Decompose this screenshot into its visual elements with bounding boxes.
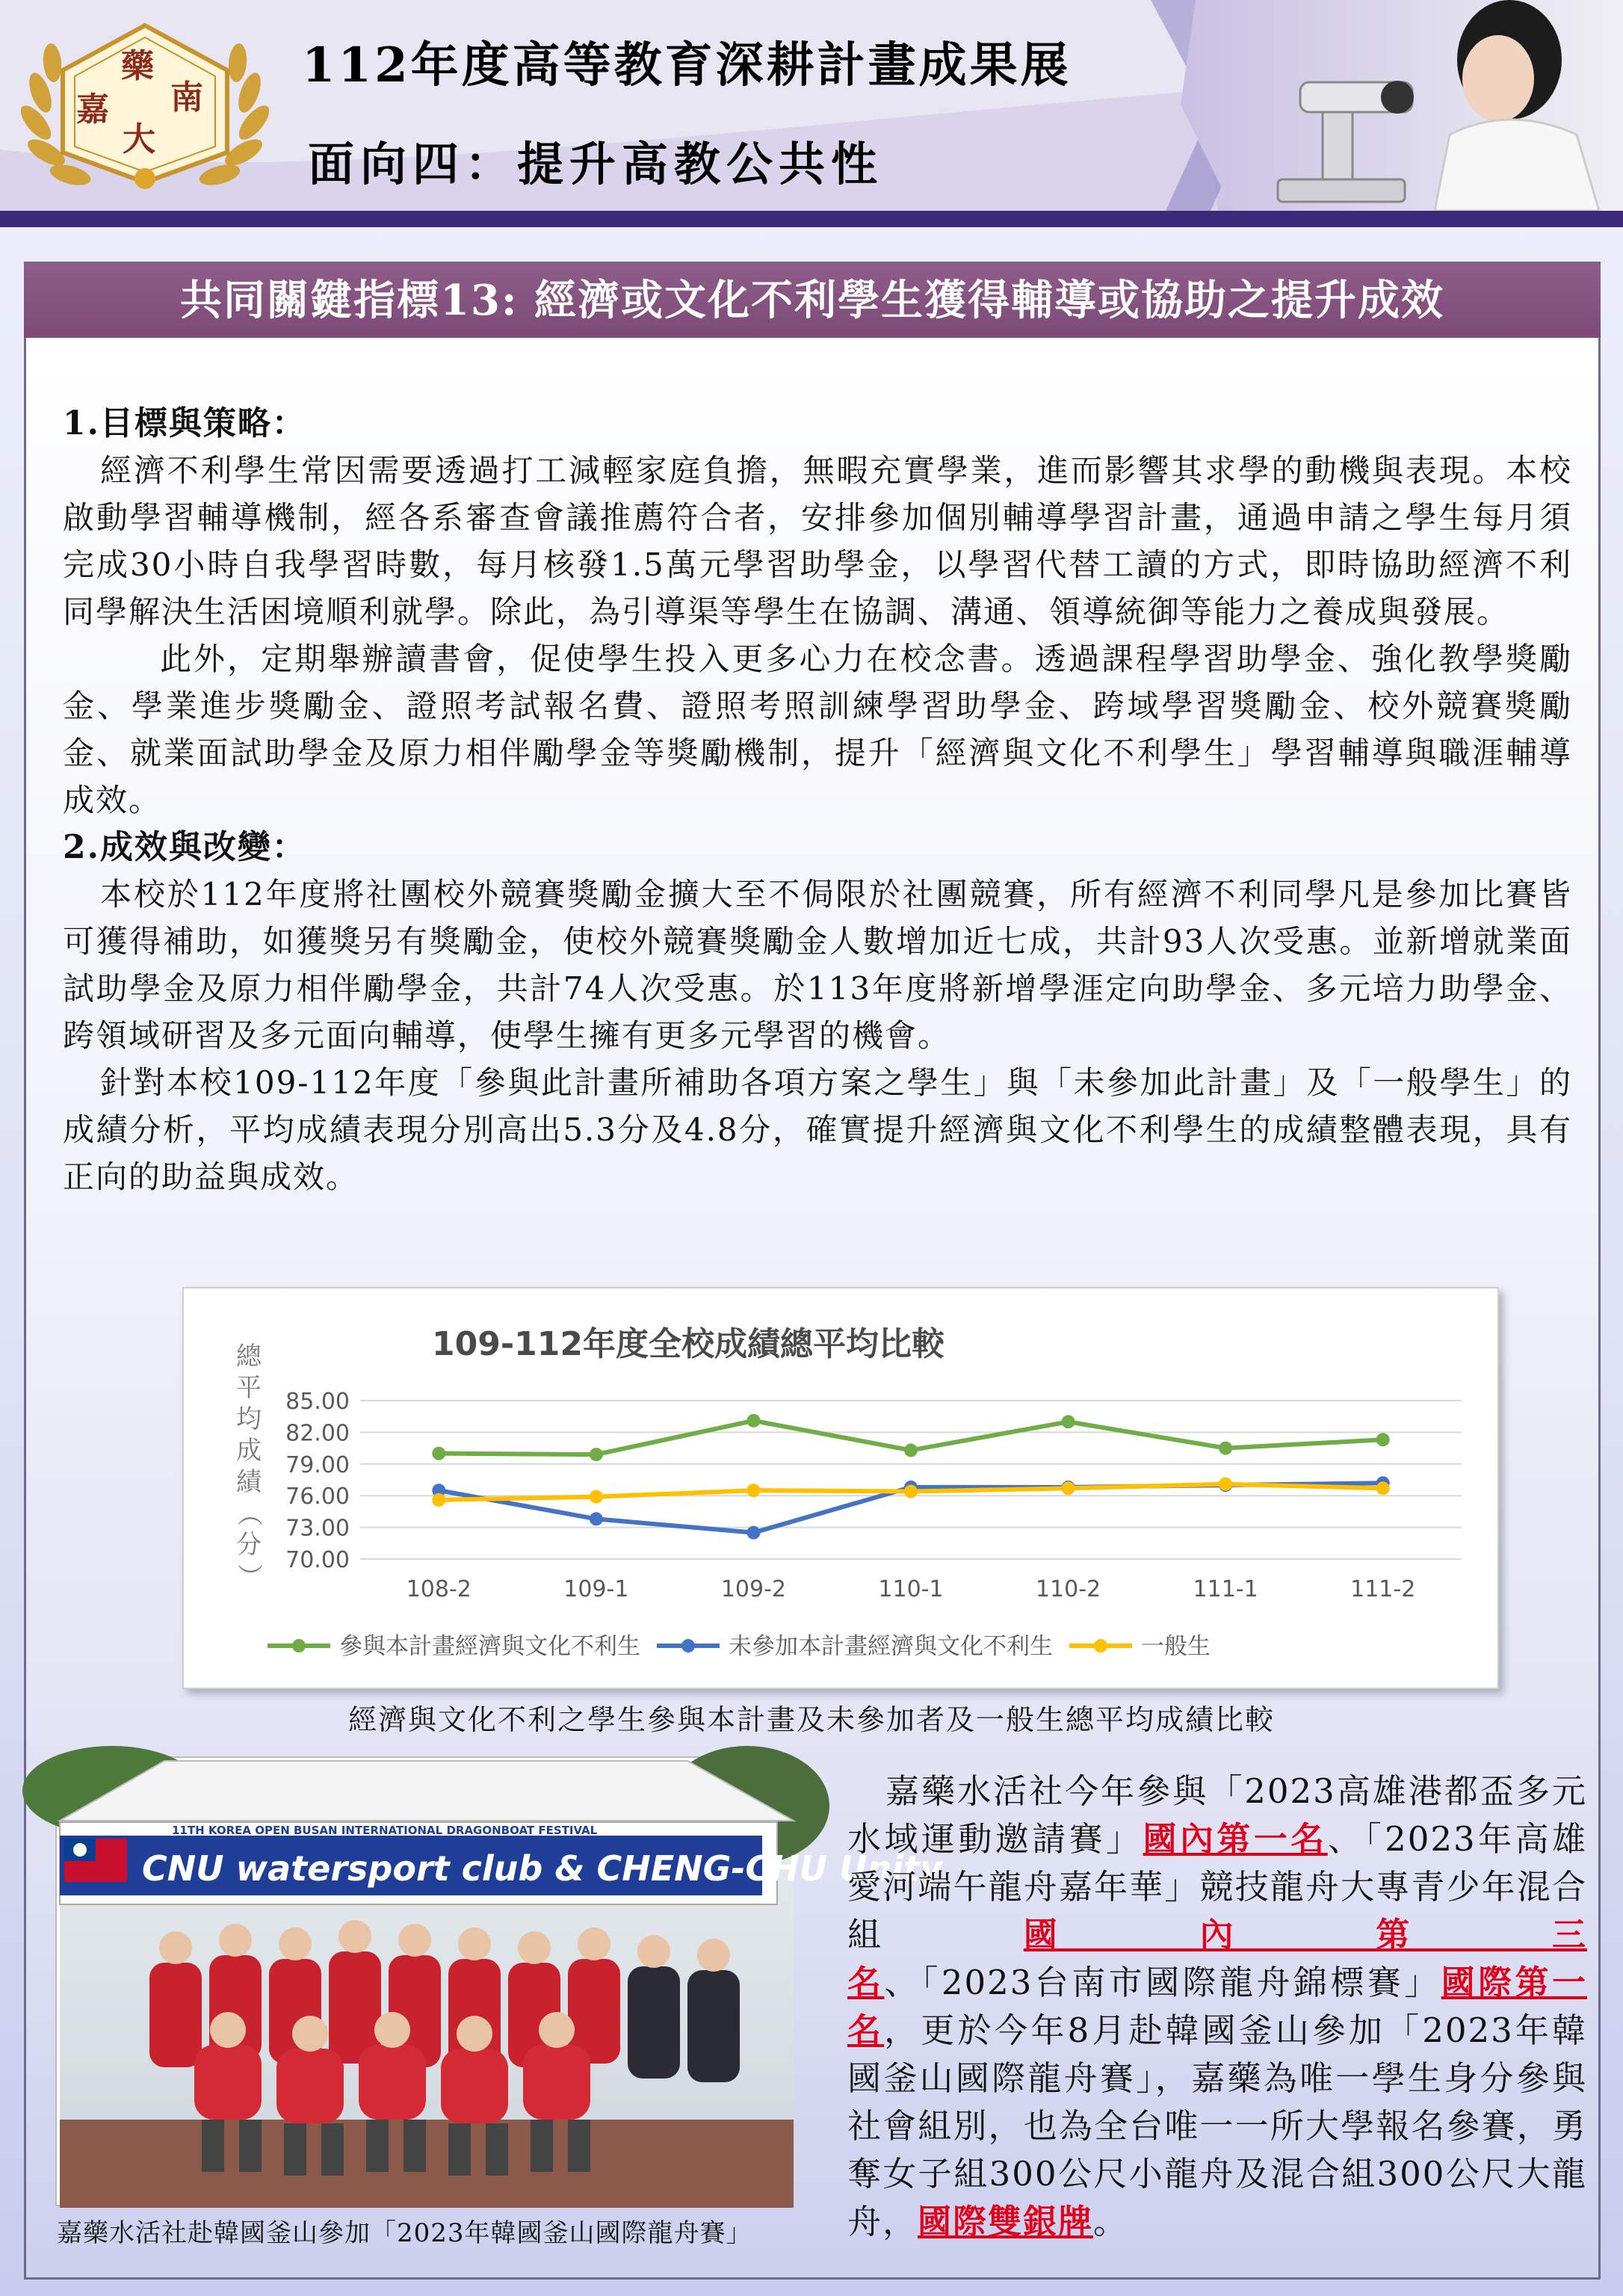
achievement-text-3: 、「2023台南市國際龍舟錦標賽」 bbox=[884, 1963, 1441, 2002]
photo-caption: 嘉藥水活社赴韓國釜山參加「2023年韓國釜山國際龍舟賽」 bbox=[57, 2218, 752, 2248]
y-axis-label-char: 總 bbox=[236, 1342, 262, 1371]
achievement-highlight-3: 國際第一名 bbox=[847, 1963, 1587, 2050]
chart-plot-area bbox=[184, 1289, 1500, 1691]
achievement-highlight-2: 國內第三名 bbox=[847, 1915, 1587, 2002]
header-banner bbox=[0, 0, 1623, 224]
y-axis-label-char: 均 bbox=[236, 1404, 262, 1434]
legend-marker-2 bbox=[681, 1639, 695, 1652]
series-3-point bbox=[746, 1484, 760, 1497]
logo-char-top: 藥 bbox=[121, 47, 154, 85]
facet-title: 面向四：提升高教公共性 bbox=[308, 137, 884, 191]
y-axis-label-char: 平 bbox=[236, 1373, 262, 1403]
section-goals-paragraph-2: 此外，定期舉辦讀書會，促使學生投入更多心力在校念書。透過課程學習助學金、強化教學獎勵金、學業進步獎勵金、證照考試報名費、證照考照訓練學習助學金、跨域學習獎勵金、校外競賽獎勵金、就業面試助學金及原力相伴勵學金等獎勵機制，提升「經濟與文化不利學生」學習輔導與職涯輔導成效。 bbox=[63, 641, 1572, 818]
y-axis-label-char: 績 bbox=[236, 1467, 262, 1497]
section-results-paragraph-2: 針對本校109-112年度「參與此計畫所補助各項方案之學生」與「未參加此計畫」及「一般學生」的成績分析，平均成績表現分別高出5.3分及4.8分，確實提升經濟與文化不利學生的成績整體表現，具有正向的助益與成效。 bbox=[63, 1064, 1572, 1195]
series-3-point bbox=[1062, 1481, 1075, 1495]
researcher-photo bbox=[1151, 0, 1623, 211]
x-tick-label: 111-2 bbox=[1350, 1576, 1416, 1602]
chart-title: 109-112年度全校成績總平均比較 bbox=[432, 1325, 945, 1363]
banner-small-text: 11TH KOREA OPEN BUSAN INTERNATIONAL DRAGONBOAT FESTIVAL bbox=[172, 1824, 598, 1837]
y-axis-label-char: 成 bbox=[236, 1436, 262, 1466]
logo-char-left: 嘉 bbox=[76, 90, 109, 129]
y-tick-label: 73.00 bbox=[285, 1515, 350, 1542]
exhibition-title: 112年度高等教育深耕計畫成果展 bbox=[302, 37, 1072, 93]
achievement-highlight-4: 國際雙銀牌 bbox=[918, 2202, 1094, 2241]
legend-label-2: 未參加本計畫經濟與文化不利生 bbox=[729, 1633, 1053, 1660]
series-3-point bbox=[904, 1485, 918, 1499]
x-tick-label: 110-1 bbox=[878, 1576, 944, 1602]
x-tick-label: 110-2 bbox=[1035, 1576, 1101, 1602]
dragonboat-achievement-text bbox=[847, 1768, 1587, 2246]
x-tick-label: 109-1 bbox=[563, 1576, 629, 1602]
legend-label-3: 一般生 bbox=[1141, 1633, 1211, 1660]
series-3-point bbox=[1219, 1478, 1232, 1491]
section-results-heading: 2.成效與改變： bbox=[63, 828, 306, 866]
y-tick-label: 82.00 bbox=[285, 1420, 350, 1447]
x-tick-label: 108-2 bbox=[406, 1576, 472, 1602]
series-3-point bbox=[1376, 1481, 1390, 1495]
series-1-point bbox=[746, 1414, 760, 1428]
y-axis-label-char: 分 bbox=[236, 1530, 262, 1560]
team-photo-illustration bbox=[60, 1761, 942, 2208]
series-2-point bbox=[746, 1526, 760, 1540]
legend-marker-3 bbox=[1094, 1639, 1107, 1652]
series-2-point bbox=[590, 1512, 603, 1525]
y-axis-label-char: ） bbox=[234, 1564, 264, 1589]
x-tick-label: 109-2 bbox=[720, 1576, 787, 1602]
y-tick-label: 70.00 bbox=[285, 1547, 350, 1573]
section-results-paragraph-1: 本校於112年度將社團校外競賽獎勵金擴大至不侷限於社團競賽，所有經濟不利同學凡是參加比賽皆可獲得補助，如獲獎另有獎勵金，使校外競賽獎勵金人數增加近七成，共計93人次受惠。並新增就業面試助學金及原力相伴勵學金，共計74人次受惠。於113年度將新增學涯定向助學金、多元培力助學金、跨領域研習及多元面向輔導，使學生擁有更多元學習的機會。 bbox=[63, 876, 1572, 1054]
y-axis-label-char: （ bbox=[234, 1501, 264, 1526]
achievement-text-5: 。 bbox=[1093, 2202, 1129, 2241]
series-1-point bbox=[904, 1443, 918, 1457]
y-tick-label: 85.00 bbox=[285, 1389, 350, 1415]
series-1-point bbox=[1062, 1415, 1075, 1428]
achievement-text-2: 、「2023年高雄愛河端午龍舟嘉年華」競技龍舟大專青少年混合組 bbox=[847, 1819, 1587, 1954]
series-1-point bbox=[1376, 1433, 1390, 1446]
series-3-point bbox=[590, 1490, 603, 1504]
series-1-point bbox=[1219, 1442, 1232, 1455]
series-1-point bbox=[590, 1448, 603, 1461]
chart-caption: 經濟與文化不利之學生參與本計畫及未參加者及一般生總平均成績比較 bbox=[347, 1703, 1275, 1736]
y-tick-label: 79.00 bbox=[285, 1451, 350, 1478]
university-logo bbox=[10, 10, 279, 199]
section-goals-paragraph-1: 經濟不利學生常因需要透過打工減輕家庭負擔，無暇充實學業，進而影響其求學的動機與表現。本校啟動學習輔導機制，經各系審查會議推薦符合者，安排參加個別輔導學習計畫，通過申請之學生每月須完成30小時自我學習時數，每月核發1.5萬元學習助學金，以學習代替工讀的方式，即時協助經濟不利同學解決生活困境順利就學。除此，為引導渠等學生在協調、溝通、領導統御等能力之養成與發展。 bbox=[63, 452, 1572, 630]
section-goals bbox=[63, 400, 1572, 1200]
y-tick-label: 76.00 bbox=[285, 1484, 350, 1510]
achievement-text-4: ，更於今年8月赴韓國釜山參加「2023年韓國釜山國際龍舟賽」，嘉藥為唯一學生身分參與社會組別，也為全台唯一一所大學報名參賽，勇奪女子組300公尺小龍舟及混合組300公尺大龍舟， bbox=[847, 2010, 1587, 2241]
series-1-point bbox=[432, 1447, 445, 1460]
legend-marker-1 bbox=[292, 1639, 306, 1652]
achievement-text-1: 嘉藥水活社今年參與「2023高雄港都盃多元水域運動邀請賽」 bbox=[847, 1771, 1587, 1859]
kpi-title-bar: 共同關鍵指標13: 經濟或文化不利學生獲得輔導或協助之提升成效 bbox=[24, 263, 1601, 338]
achievement-highlight-1: 國內第一名 bbox=[1143, 1819, 1328, 1859]
x-tick-label: 111-1 bbox=[1193, 1576, 1258, 1602]
section-goals-heading: 1.目標與策略： bbox=[63, 404, 306, 442]
header-divider-bar bbox=[0, 211, 1623, 227]
series-3-point bbox=[432, 1493, 445, 1507]
banner-big-text: CNU watersport club & CHENG-CHU Unity bbox=[142, 1848, 942, 1889]
logo-char-bottom: 大 bbox=[123, 120, 155, 158]
dragonboat-team-photo bbox=[57, 1758, 942, 2205]
grade-comparison-chart bbox=[182, 1287, 1499, 1689]
legend-label-1: 參與本計畫經濟與文化不利生 bbox=[339, 1633, 640, 1660]
logo-char-right: 南 bbox=[170, 78, 203, 117]
